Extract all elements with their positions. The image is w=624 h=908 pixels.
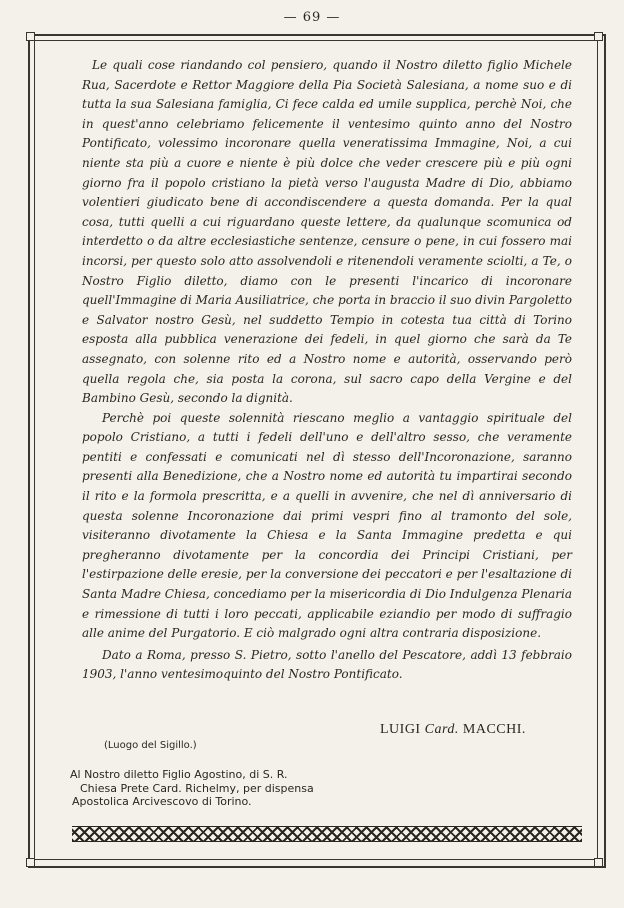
frame-corner-ornament	[26, 858, 35, 867]
body-paragraph-1: Le quali cose riandando col pensiero, quando il Nostro diletto figlio Michele Rua, Sacerdote e Rettor Maggiore della Pia Società Salesiana, a nome suo e di tutta la sua Salesiana famiglia, Ci fece calda ed umile supplica, perchè Noi, che in quest'anno celebriamo felicemente il ventesimo quinto anno del Nostro Pontificato, volessimo incoronare quella veneratissima Immagine, Noi, a cui niente sta più a cuore e niente è più dolce che veder crescere più e più ogni giorno fra il popolo cristiano la pietà verso l'augusta Madre di Dio, abbiamo volentieri giudicato bene di accondiscendere a questa domanda. Per la qual cosa, tutti quelli a cui riguardano queste lettere, da qualunque scomunica od interdetto o da altre ecclesiastiche sentenze, censure o pene, in cui fossero mai incorsi, per questo solo atto assolvendoli e ritenendoli veramente sciolti, a Te, o Nostro Figlio diletto, diamo con le presenti l'incarico di incoronare quell'Immagine di Maria Ausiliatrice, che porta in braccio il suo divin Pargoletto e Salvator nostro Gesù, nel suddetto Tempio in cotesta tua città di Torino esposta alla pubblica venerazione dei fedeli, in quel giorno che sarà da Te assegnato, con solenne rito ed a Nostro nome e autorità, osservando però quella regola che, sia posta la corona, sul sacro capo della Vergine e del Bambino Gesù, secondo la dignità.	[82, 58, 572, 406]
address-line-2: Chiesa Prete Card. Richelmy, per dispensa	[80, 781, 314, 795]
signature-title: Card.	[424, 722, 459, 737]
body-paragraph-2: Perchè poi queste solennità riescano meglio a vantaggio spirituale del popolo Cristiano, a tutti i fedeli dell'uno e dell'altro sesso, che veramente pentiti e confessati e comunicati nel dì stesso dell'Incoronazione, saranno presenti alla Benedizione, che a Nostro nome ed autorità tu impartirai secondo il rito e la formola prescritta, e a quelli in avvenire, che nel dì anniversario di questa solenne Incoronazione dai primi vespri fino al tramonto del sole, visiteranno divotamente la Chiesa e la Santa Immagine predetta e qui pregheranno divotamente per la concordia dei Principi Cristiani, per l'estirpazione delle eresie, per la conversione dei peccatori e per l'esaltazione di Santa Madre Chiesa, concediamo per la misericordia di Dio Indulgenza Plenaria e rimessione di tutti i loro peccati, applicabile eziandio per modo di suffragio alle anime del Purgatorio. E ciò malgrado ogni altra contraria disposizione.	[82, 410, 572, 641]
address-line-1: Al Nostro diletto Figlio Agostino, di S. R.	[70, 768, 288, 781]
letter-body	[82, 56, 572, 685]
signature	[380, 722, 526, 738]
signature-surname: MACCHI.	[462, 722, 526, 737]
address-block	[70, 768, 314, 809]
signature-name: LUIGI	[380, 722, 421, 737]
frame-corner-ornament	[26, 32, 35, 41]
page-number: — 69 —	[283, 10, 341, 25]
seal-note: (Luogo del Sigillo.)	[104, 740, 197, 751]
dating-clause: Dato a Roma, presso S. Pietro, sotto l'anello del Pescatore, addì 13 febbraio 1903, l'anno ventesimoquinto del Nostro Pontificato.	[82, 647, 572, 682]
address-line-3: Apostolica Arcivescovo di Torino.	[72, 795, 252, 808]
frame-corner-ornament	[594, 858, 603, 867]
frame-corner-ornament	[594, 32, 603, 41]
decorative-border-band	[72, 826, 582, 842]
